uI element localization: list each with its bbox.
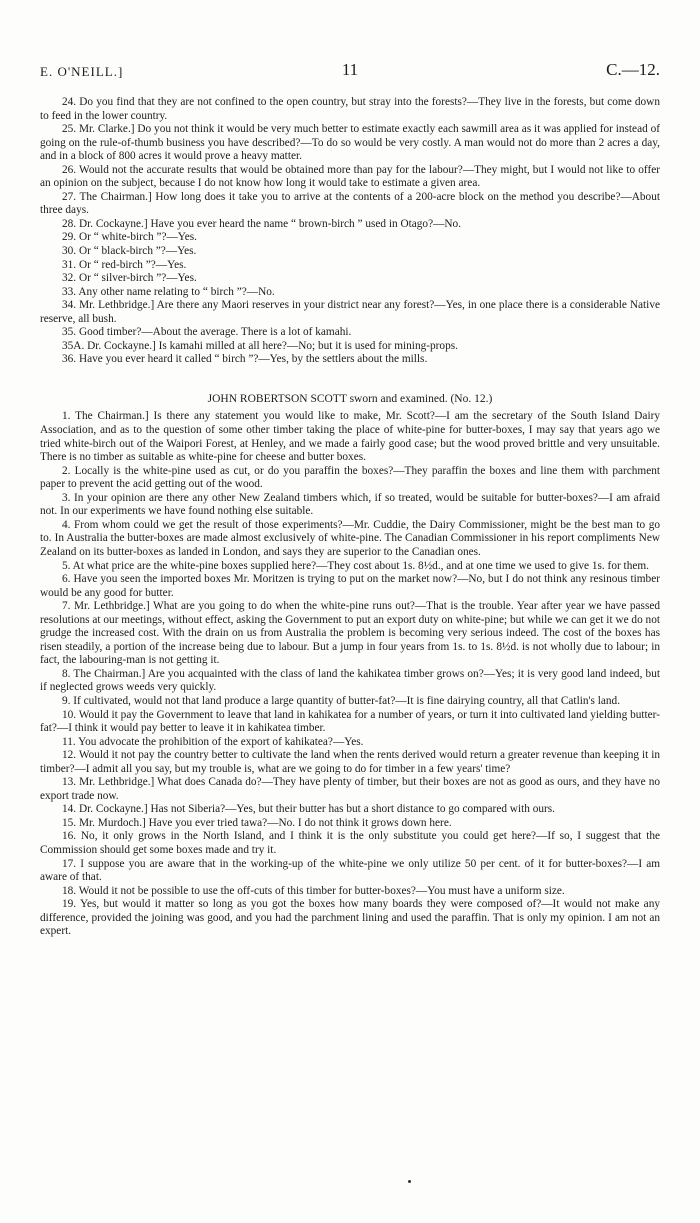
header-witness-name: E. O'NEILL.] (40, 64, 124, 79)
testimony-paragraph: 19. Yes, but would it matter so long as you got the boxes how many boards they were composed of?—It would not make any difference, provided the joining was good, and you had the parchment lining and used the paraffin. That is only my opinion. I am not an expert. (40, 898, 660, 938)
testimony-paragraph: 3. In your opinion are there any other New Zealand timbers which, if so treated, would be suitable for butter-boxes?—I am afraid not. In our experiments we have found nothing else suitable. (40, 491, 660, 518)
testimony-paragraph: 33. Any other name relating to “ birch ”?—No. (62, 285, 275, 298)
testimony-paragraph: 28. Dr. Cockayne.] Have you ever heard the name “ brown-birch ” used in Otago?—No. (62, 217, 462, 230)
testimony-paragraph: 32. Or “ silver-birch ”?—Yes. (62, 272, 197, 285)
testimony-paragraph: 31. Or “ red-birch ”?—Yes. (62, 258, 187, 271)
testimony-paragraph: 29. Or “ white-birch ”?—Yes. (62, 231, 198, 244)
testimony-paragraph: 34. Mr. Lethbridge.] Are there any Maori reserves in your district near any forest?—Yes, in one place there is a considerable Native reserve, all bush. (40, 299, 660, 325)
testimony-paragraph: 17. I suppose you are aware that in the working-up of the white-pine we only utilize 50 per cent. of it for butter-boxes?—I am aware of that. (40, 857, 660, 884)
testimony-paragraph: 15. Mr. Murdoch.] Have you ever tried tawa?—No. I do not think it grows down here. (62, 816, 452, 829)
testimony-paragraph: 9. If cultivated, would not that land produce a large quantity of butter-fat?—It is fine dairying country, all that Catlin's land. (62, 694, 621, 707)
testimony-paragraph: 12. Would it not pay the country better to cultivate the land when the rents derived would return a greater revenue than keeping it in timber?—I admit all you say, but my trouble is, what are we going to do for timber in a few years' time? (40, 749, 660, 775)
scott-testimony (40, 410, 660, 938)
testimony-paragraph: 25. Mr. Clarke.] Do you not think it would be very much better to estimate exactly each sawmill area as it was applied for instead of going on the rule-of-thumb business you have described?—To do so would be very costly. A man would not do more than 2 acres a day, and in a block of 800 acres it would prove a heavy matter. (40, 123, 660, 163)
document-reference: C.—12. (606, 60, 660, 79)
oneill-testimony (40, 96, 660, 367)
testimony-paragraph: 30. Or “ black-birch ”?—Yes. (62, 245, 197, 258)
testimony-paragraph: 26. Would not the accurate results that would be obtained more than pay for the labour?—They might, but I would not like to offer an opinion on the subject, because I do not know how long it would take to estimate a given area. (40, 163, 660, 190)
testimony-paragraph: 6. Have you seen the imported boxes Mr. Moritzen is trying to put on the market now?—No, but I do not think any resinous timber would be any good for butter. (40, 573, 660, 599)
testimony-paragraph: 27. The Chairman.] How long does it take you to arrive at the contents of a 200-acre block on the method you describe?—About three days. (40, 190, 660, 217)
testimony-paragraph: 16. No, it only grows in the North Island, and I think it is the only substitute you could get here?—If so, I suggest that the Commission should get some boxes made and try it. (40, 830, 660, 856)
testimony-paragraph: 11. You advocate the prohibition of the export of kahikatea?—Yes. (62, 735, 364, 748)
testimony-paragraph: 14. Dr. Cockayne.] Has not Siberia?—Yes, but their butter has but a short distance to go compared with ours. (62, 803, 555, 816)
testimony-paragraph: 10. Would it pay the Government to leave that land in kahikatea for a number of years, or turn it into cultivated land yielding butter-fat?—I think it would pay better to leave it in kahikatea timber. (40, 708, 660, 735)
page-number: 11 (341, 60, 359, 79)
testimony-paragraph: 1. The Chairman.] Is there any statement you would like to make, Mr. Scott?—I am the secretary of the South Island Dairy Association, and as to the question of some other timber taking the place of white-pine for butter-boxes, I may say that years ago we tried white-birch out of the Waipori Forest, at Henley, and we made a fairly good case; but the wood proved brittle and very unsuitable. There is no timber as suitable as white-pine for cheese and butter boxes. (40, 410, 660, 464)
testimony-paragraph: 2. Locally is the white-pine used as cut, or do you paraffin the boxes?—They paraffin the boxes and line them with parchment paper to prevent the acid getting out of the wood. (40, 464, 660, 491)
testimony-paragraph: 35. Good timber?—About the average. There is a lot of kamahi. (62, 326, 352, 339)
printer-mark (408, 1180, 411, 1183)
testimony-paragraph: 18. Would it not be possible to use the off-cuts of this timber for butter-boxes?—You must have a uniform size. (62, 884, 565, 897)
page-header (40, 60, 660, 82)
testimony-paragraph: 24. Do you find that they are not confined to the open country, but stray into the forests?—They live in the forests, but come down to feed in the lower country. (40, 96, 660, 122)
testimony-paragraph: 8. The Chairman.] Are you acquainted with the class of land the kahikatea timber grows on?—Yes; it is very good land indeed, but if neglected grows weeds very quickly. (40, 667, 660, 694)
testimony-paragraph: 7. Mr. Lethbridge.] What are you going to do when the white-pine runs out?—That is the trouble. Year after year we have passed resolutions at our meetings, without effect, asking the Government to put an export duty on white-pine; but while we can get it we do not grudge the increased cost. With the drain on us from Australia the problem is becoming very serious indeed. The cost of the boxes has risen steadily, a portion of the increase being due to labour. But a jump in four years from 1s. to 1s. 8½d. is not wholly due to labour; in fact, the labouring-man is not getting it. (40, 600, 660, 667)
witness-heading: JOHN ROBERTSON SCOTT sworn and examined. (No. 12.) (207, 392, 493, 405)
testimony-paragraph: 4. From whom could we get the result of those experiments?—Mr. Cuddie, the Dairy Commissioner, might be the best man to go to. In Australia the butter-boxes are made almost exclusively of white-pine. The Canadian Commissioner in his report compliments New Zealand on its butter-boxes as landed in London, and says they are superior to the Canadian ones. (40, 518, 660, 558)
body-text (40, 96, 660, 939)
testimony-paragraph: 35A. Dr. Cockayne.] Is kamahi milled at all here?—No; but it is used for mining-props. (62, 339, 458, 352)
testimony-paragraph: 13. Mr. Lethbridge.] What does Canada do?—They have plenty of timber, but their boxes are not as good as ours, and they have no export trade now. (40, 776, 660, 802)
testimony-paragraph: 36. Have you ever heard it called “ birch ”?—Yes, by the settlers about the mills. (62, 353, 428, 366)
testimony-paragraph: 5. At what price are the white-pine boxes supplied here?—They cost about 1s. 8½d., and at one time we used to give 1s. for them. (62, 559, 649, 572)
